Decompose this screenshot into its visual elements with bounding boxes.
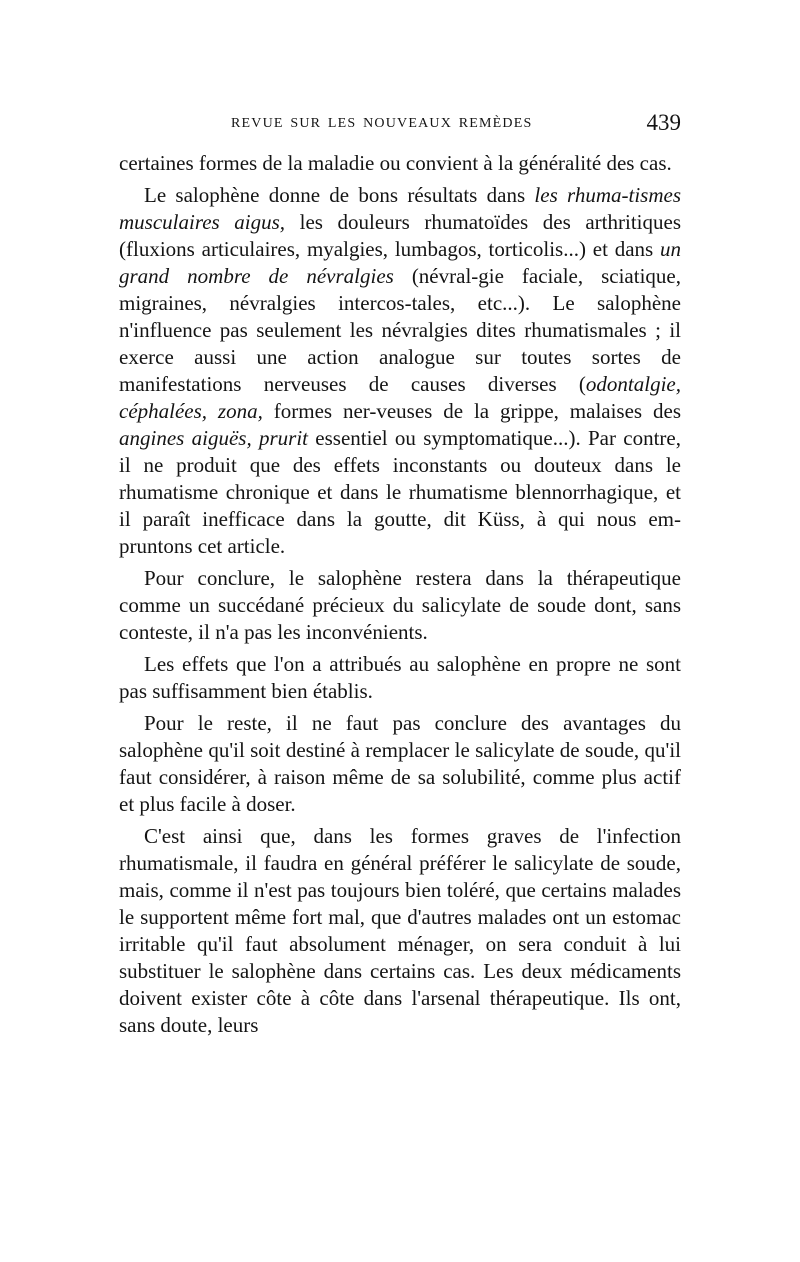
text-run: Pour conclure, le salophène restera dans la thérapeutique comme un succédané précieux du salicylate de soude dont, sans conteste, il n'a pas les inconvénients. bbox=[119, 566, 681, 644]
text-run: Les effets que l'on a attribués au salophène en propre ne sont pas suffisamment bien établis. bbox=[119, 652, 681, 703]
text-run: les douleurs rhumatoïdes des arthritiques (fluxions articulaires, myalgies, lumbagos, torticolis...) et dans bbox=[119, 210, 681, 261]
paragraph bbox=[119, 710, 681, 818]
italic-run: angines aiguës, prurit bbox=[119, 426, 309, 450]
paragraph bbox=[119, 651, 681, 705]
paragraph bbox=[119, 150, 681, 177]
paragraph bbox=[119, 823, 681, 1039]
text-run: essentiel ou symptomatique...). Par contre, il ne produit que des effets inconstants ou douteux dans le rhumatisme chronique et dans le rhumatisme blennorrhagique, et il paraît inefficace dans la goutte, dit Küss, à qui nous em-pruntons cet article. bbox=[119, 426, 681, 558]
text-run: certaines formes de la maladie ou convient à la généralité des cas. bbox=[119, 151, 672, 175]
italic-run: un grand nombre de névralgies bbox=[119, 237, 681, 288]
text-run: formes ner-veuses de la grippe, malaises des bbox=[262, 399, 681, 423]
running-header bbox=[119, 112, 681, 144]
text-run: Le salophène donne de bons résultats dans bbox=[144, 183, 535, 207]
page-number: 439 bbox=[646, 110, 681, 135]
text-run: Pour le reste, il ne faut pas conclure des avantages du salophène qu'il soit destiné à remplacer le salicylate de soude, qu'il faut considérer, à raison même de sa solubilité, comme plus actif et plus facile à doser. bbox=[119, 711, 681, 816]
text-run: C'est ainsi que, dans les formes graves de l'infection rhumatismale, il faudra en général préférer le salicylate de soude, mais, comme il n'est pas toujours bien toléré, que certains malades le supportent même fort mal, que d'autres malades ont un estomac irritable qu'il faut absolument ménager, on sera conduit à lui substituer le salophène dans certains cas. Les deux médicaments doivent exister côte à côte dans l'arsenal thérapeutique. Ils ont, sans doute, leurs bbox=[119, 824, 681, 1037]
running-title: REVUE SUR LES NOUVEAUX REMÈDES bbox=[231, 116, 533, 131]
italic-run: odontalgie, céphalées, zona, bbox=[119, 372, 681, 423]
italic-run: les rhuma-tismes musculaires aigus, bbox=[119, 183, 681, 234]
book-page bbox=[119, 112, 681, 1044]
paragraph bbox=[119, 565, 681, 646]
paragraph bbox=[119, 182, 681, 560]
body-text bbox=[119, 150, 681, 1039]
text-run: (névral-gie faciale, sciatique, migraines, névralgies intercos-tales, etc...). Le salophène n'influence pas seulement les névralgies dites rhumatismales ; il exerce aussi une action analogue sur toutes sortes de manifestations nerveuses de causes diverses ( bbox=[119, 264, 681, 396]
